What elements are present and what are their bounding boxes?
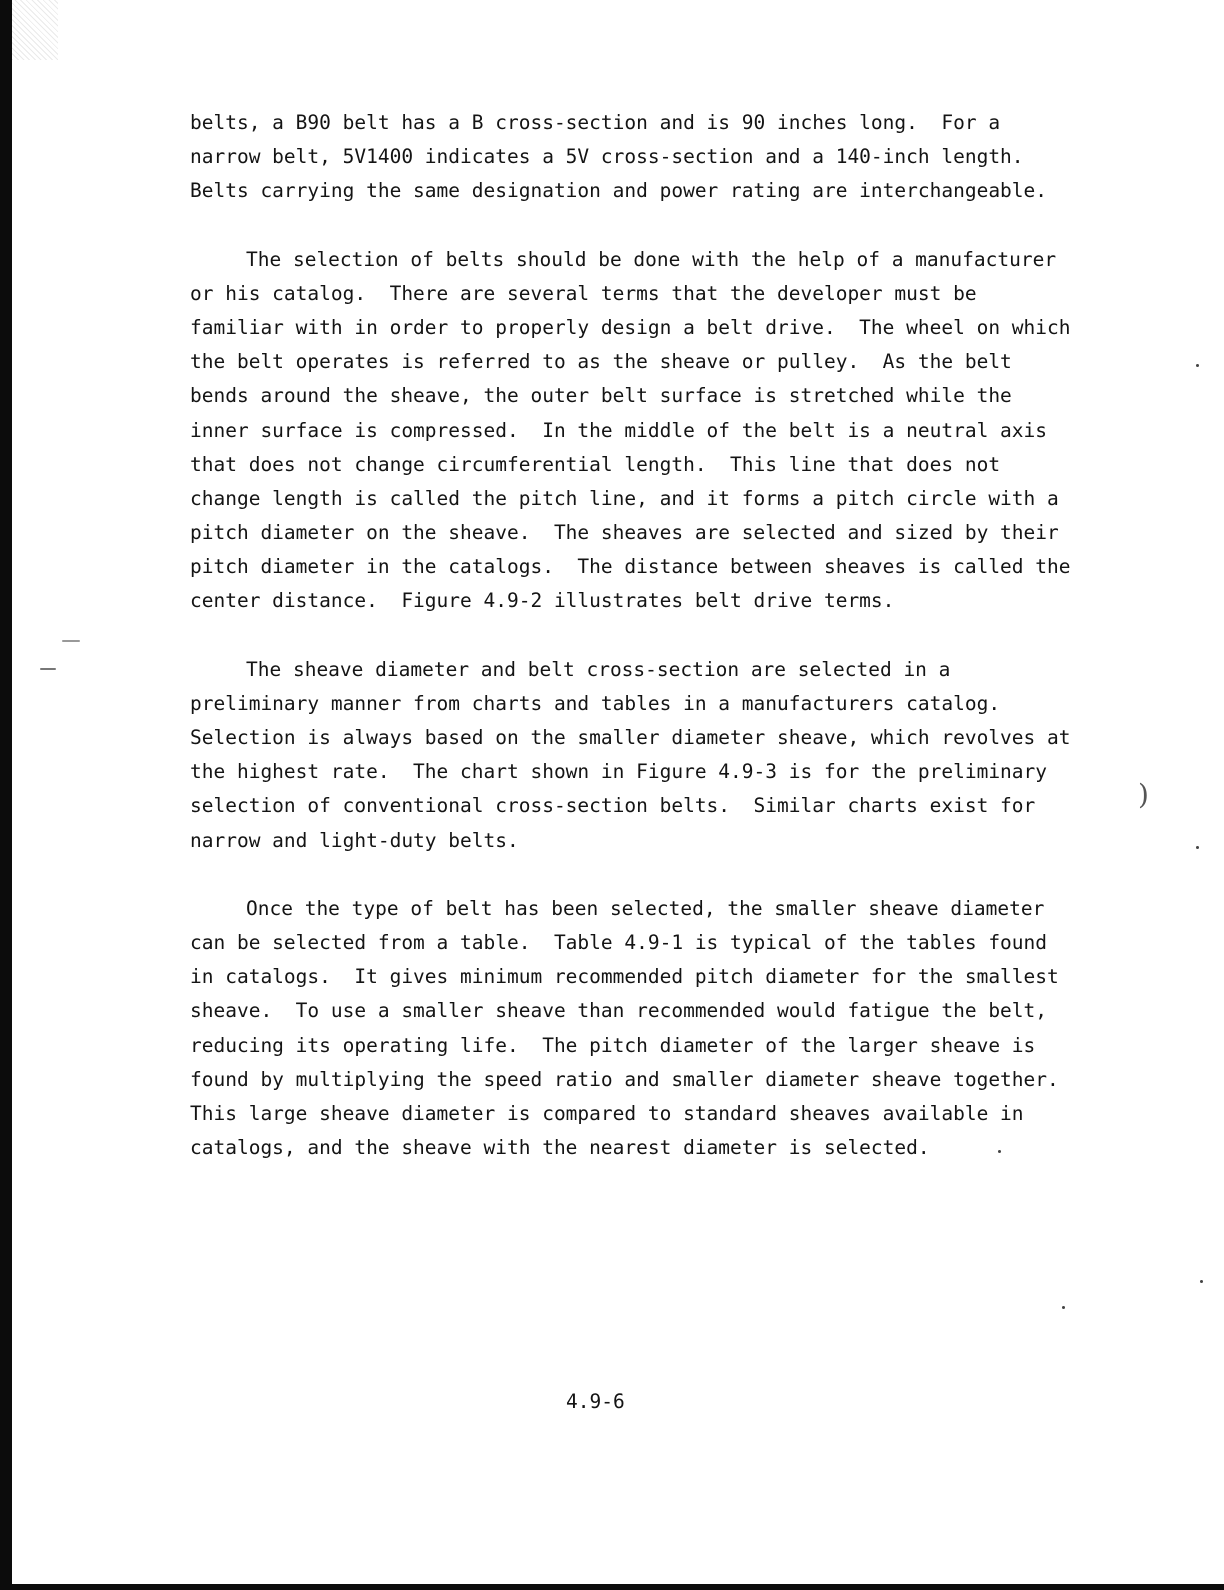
paragraph-sheave-diameter [190,892,1059,1166]
scan-speck [998,1150,1001,1153]
text-line: This large sheave diameter is compared to standard sheaves available in [190,1101,1024,1125]
text-line: preliminary manner from charts and tables in a manufacturers catalog. [190,691,1001,715]
paragraph-belt-selection-terms [190,243,1071,619]
scan-artifact-mark: ) [1138,778,1149,811]
text-line: selection of conventional cross-section belts. Similar charts exist for [190,794,1036,818]
scan-speck [1200,1280,1203,1283]
scan-speck [1196,846,1199,849]
text-line: the highest rate. The chart shown in Figure 4.9-3 is for the preliminary [190,760,1048,784]
text-line: pitch diameter in the catalogs. The distance between sheaves is called the [190,555,1071,579]
text-line: Belts carrying the same designation and power rating are interchangeable. [190,179,1048,203]
document-body [190,106,1071,1199]
text-line: The selection of belts should be done with the help of a manufacturer [246,247,1057,271]
text-line: or his catalog. There are several terms that the developer must be [190,281,977,305]
text-line: familiar with in order to properly design a belt drive. The wheel on which [190,315,1071,339]
text-line: that does not change circumferential length. This line that does not [190,452,1001,476]
text-line: catalogs, and the sheave with the nearest diameter is selected. [190,1136,930,1160]
text-line: Selection is always based on the smaller diameter sheave, which revolves at [190,726,1071,749]
text-line: narrow belt, 5V1400 indicates a 5V cross-section and a 140-inch length. [190,145,1024,169]
scan-speck [62,640,80,642]
text-line: the belt operates is referred to as the sheave or pulley. As the belt [190,350,1012,374]
text-line: found by multiplying the speed ratio and smaller diameter sheave together. [190,1067,1059,1091]
paragraph-preliminary-selection [190,653,1071,858]
paragraph-belt-designation [190,106,1050,209]
scan-border-bottom [0,1584,1224,1590]
scan-speck [1062,1306,1065,1309]
scan-speck [40,668,56,670]
text-line: belts, a B90 belt has a B cross-section and is 90 inches long. For a [190,111,1001,134]
scan-speck [1196,364,1199,367]
text-line: reducing its operating life. The pitch diameter of the larger sheave is [190,1033,1036,1057]
text-line: sheave. To use a smaller sheave than recommended would fatigue the belt, [190,999,1048,1023]
scan-border-left [0,0,12,1584]
text-line: change length is called the pitch line, and it forms a pitch circle with a [190,486,1059,510]
text-line: bends around the sheave, the outer belt surface is stretched while the [190,384,1012,408]
text-line: center distance. Figure 4.9-2 illustrates belt drive terms. [190,589,895,613]
text-line: Once the type of belt has been selected, the smaller sheave diameter [246,896,1045,920]
scan-noise-corner [12,0,58,60]
text-line: can be selected from a table. Table 4.9-1 is typical of the tables found [190,930,1048,954]
text-line: in catalogs. It gives minimum recommended pitch diameter for the smallest [190,965,1059,989]
text-line: The sheave diameter and belt cross-section are selected in a [246,657,951,681]
text-line: inner surface is compressed. In the middle of the belt is a neutral axis [190,418,1048,442]
text-line: pitch diameter on the sheave. The sheaves are selected and sized by their [190,521,1059,545]
text-line: narrow and light-duty belts. [190,828,519,852]
page-number: 4.9-6 [566,1390,625,1413]
